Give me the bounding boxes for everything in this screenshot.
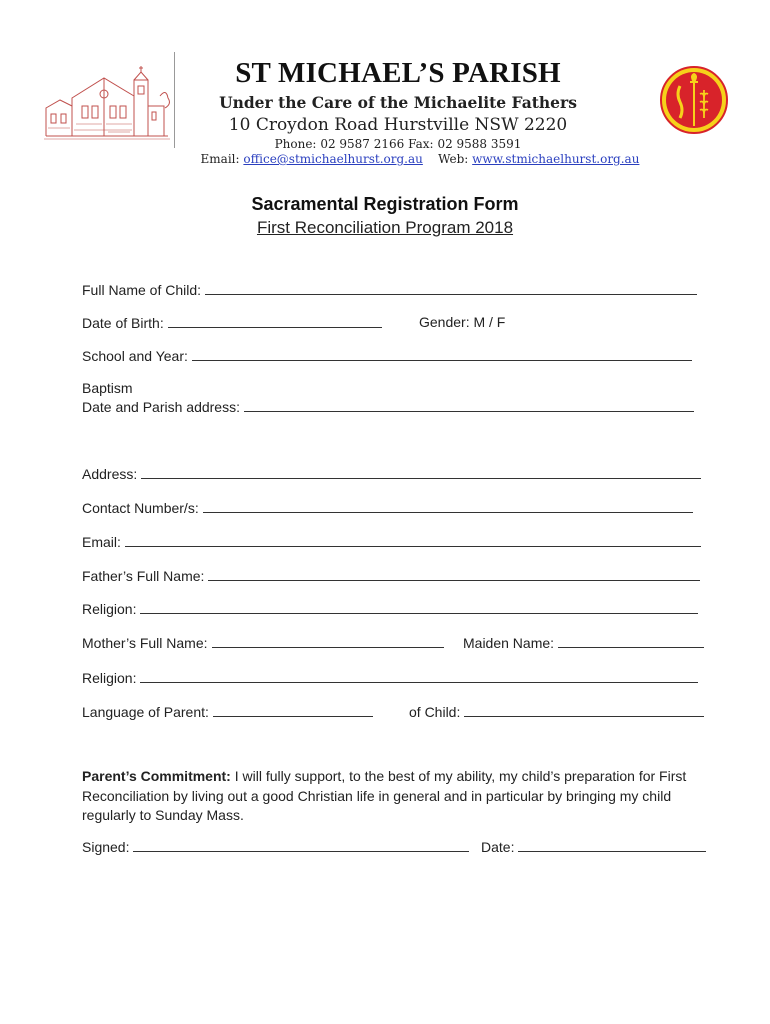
signed-input[interactable] [133,838,469,852]
school-input[interactable] [192,347,692,361]
parish-care-line: Under the Care of the Michaelite Fathers [219,93,577,112]
gender-field [419,314,505,330]
address-input[interactable] [141,465,701,479]
school-label: School and Year: [82,348,188,364]
email-label: Email: [200,152,240,166]
date-label: Date: [481,839,515,855]
father-religion-input[interactable] [140,600,698,614]
form-subtitle [0,218,770,238]
fax-number: 02 9588 3591 [437,137,522,151]
dob-field [82,314,382,331]
email-link[interactable]: office@stmichaelhurst.org.au [243,152,423,166]
parent-commitment [82,767,702,826]
parish-name: ST MICHAEL’S PARISH [235,57,561,89]
commitment-heading: Parent’s Commitment: [82,768,231,784]
gender-label[interactable]: Gender: M / F [419,314,506,330]
lang-parent-input[interactable] [213,703,373,717]
web-link[interactable]: www.stmichaelhurst.org.au [472,152,640,166]
mother-field [82,634,444,651]
mother-religion-input[interactable] [140,669,698,683]
child-name-field [82,281,697,298]
father-field [82,567,700,584]
child-name-label: Full Name of Child: [82,282,202,298]
baptism-heading: Baptism [82,380,133,396]
date-input[interactable] [518,838,706,852]
email-input[interactable] [125,533,701,547]
child-name-input[interactable] [205,281,697,295]
mother-religion-label: Religion: [82,670,137,686]
lang-child-input[interactable] [464,703,704,717]
commitment-text: I will fully support, to the best of my ability, my child’s preparation for First Reconciliation by living out a good Christian life in general and in particular by bringing my child regularly to Sunday Mass. [82,768,687,823]
signed-label: Signed: [82,839,130,855]
phone-fax-line [180,137,616,151]
header-divider [174,52,175,148]
school-field [82,347,692,364]
baptism-label: Date and Parish address: [82,399,240,415]
phone-number: 02 9587 2166 [320,137,405,151]
maiden-field [463,634,704,651]
dob-label: Date of Birth: [82,315,164,331]
lang-child-label: of Child: [409,704,461,720]
dob-input[interactable] [168,314,382,328]
phone-label: Phone: [274,137,317,151]
maiden-input[interactable] [558,634,704,648]
father-religion-label: Religion: [82,601,137,617]
form-title: Sacramental Registration Form [251,194,519,214]
father-religion-field [82,600,698,617]
contact-label: Contact Number/s: [82,500,199,516]
date-field [481,838,706,855]
lang-parent-field [82,703,373,720]
form-subtitle-text: First Reconciliation Program 2018 [256,218,514,237]
lang-parent-label: Language of Parent: [82,704,209,720]
mother-label: Mother’s Full Name: [82,635,208,651]
fax-label: Fax: [408,137,434,151]
father-input[interactable] [208,567,700,581]
parish-seal-logo [660,66,728,134]
parish-address: 10 Croydon Road Hurstville NSW 2220 [228,115,568,135]
mother-input[interactable] [212,634,444,648]
signed-field [82,838,469,855]
lang-child-field [409,703,704,720]
address-field [82,465,701,482]
email-web-line [120,152,720,166]
maiden-label: Maiden Name: [463,635,555,651]
contact-field [82,499,693,516]
father-label: Father’s Full Name: [82,568,205,584]
email-field-label: Email: [82,534,121,550]
baptism-field [82,398,694,415]
contact-input[interactable] [203,499,693,513]
mother-religion-field [82,669,698,686]
email-field [82,533,701,550]
address-label: Address: [82,466,138,482]
web-label: Web: [438,152,469,166]
baptism-input[interactable] [244,398,694,412]
church-sketch-logo [42,62,172,144]
